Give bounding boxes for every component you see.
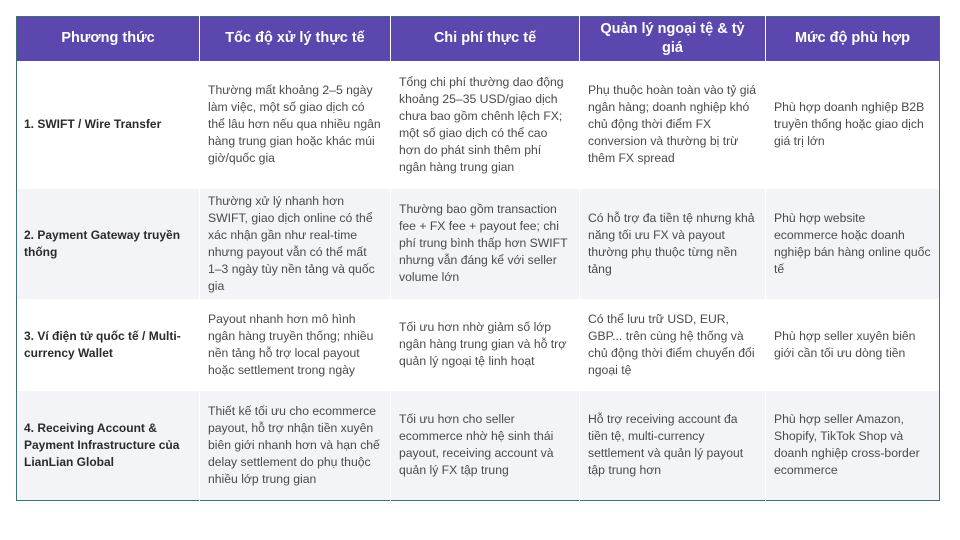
- header-row: [17, 17, 940, 61]
- table-body: [17, 61, 940, 501]
- header-speed: Tốc độ xử lý thực tế: [200, 17, 391, 61]
- cell-fx: Có thể lưu trữ USD, EUR, GBP... trên cùng hệ thống và chủ động thời điểm chuyển đổi ngoại tệ: [580, 299, 766, 391]
- table-header: [17, 17, 940, 61]
- cell-speed: Thiết kế tối ưu cho ecommerce payout, hỗ trợ nhận tiền xuyên biên giới nhanh hơn và hạn chế delay settlement do phụ thuộc nhiều lớp trung gian: [200, 391, 391, 501]
- cell-method: 1. SWIFT / Wire Transfer: [17, 61, 200, 189]
- header-fit: Mức độ phù hợp: [766, 17, 940, 61]
- cell-speed: Thường xử lý nhanh hơn SWIFT, giao dịch online có thể xác nhận gần như real-time nhưng payout vẫn có thể mất 1–3 ngày tùy nền tảng và quốc gia: [200, 189, 391, 299]
- cell-fit: Phù hợp website ecommerce hoặc doanh nghiệp bán hàng online quốc tế: [774, 210, 931, 276]
- table-row: [17, 189, 940, 299]
- comparison-table: [16, 16, 940, 501]
- cell-speed: Thường mất khoảng 2–5 ngày làm việc, một số giao dịch có thể lâu hơn nếu qua nhiều ngân hàng trung gian hoặc khác múi giờ/quốc gia: [200, 61, 391, 189]
- cell-method: 3. Ví điện tử quốc tế / Multi-currency Wallet: [17, 299, 200, 391]
- cell-cost: Tối ưu hơn cho seller ecommerce nhờ hệ sinh thái payout, receiving account và quản lý FX tập trung: [391, 391, 580, 501]
- cell-fit: Phù hợp seller xuyên biên giới cần tối ưu dòng tiền: [774, 328, 916, 360]
- cell-fx: Có hỗ trợ đa tiền tệ nhưng khả năng tối ưu FX và payout thường phụ thuộc từng nền tảng: [580, 189, 766, 299]
- cell-fx: Hỗ trợ receiving account đa tiền tệ, multi-currency settlement và quản lý payout tập trung hơn: [580, 391, 766, 501]
- table-row: [17, 391, 940, 501]
- cell-fit: Phù hợp seller Amazon, Shopify, TikTok Shop và doanh nghiệp cross-border ecommerce: [774, 412, 920, 478]
- cell-fit: Phù hợp doanh nghiệp B2B truyền thống hoặc giao dịch giá trị lớn: [774, 100, 925, 148]
- cell-speed: Payout nhanh hơn mô hình ngân hàng truyền thống; nhiều nền tảng hỗ trợ local payout hoặc settlement trong ngày: [200, 299, 391, 391]
- cell-fx: Phụ thuộc hoàn toàn vào tỷ giá ngân hàng; doanh nghiệp khó chủ động thời điểm FX conversion và thường bị trừ thêm FX spread: [580, 61, 766, 189]
- cell-cost: Tối ưu hơn nhờ giảm số lớp ngân hàng trung gian và hỗ trợ quản lý ngoại tệ linh hoạt: [391, 299, 580, 391]
- header-fx: Quản lý ngoại tệ & tỷ giá: [580, 17, 766, 61]
- cell-method: 4. Receiving Account & Payment Infrastructure của LianLian Global: [17, 391, 200, 501]
- cell-cost: Tổng chi phí thường dao động khoảng 25–35 USD/giao dịch chưa bao gồm chênh lệch FX; một số giao dịch có thể cao hơn do phát sinh thêm phí ngân hàng trung gian: [391, 61, 580, 189]
- header-method: Phương thức: [17, 17, 200, 61]
- table-row: [17, 299, 940, 391]
- header-cost: Chi phí thực tế: [391, 17, 580, 61]
- cell-method: 2. Payment Gateway truyền thống: [17, 189, 200, 299]
- cell-cost: Thường bao gồm transaction fee + FX fee + payout fee; chi phí trung bình thấp hơn SWIFT nhưng vẫn đáng kể với seller volume lớn: [391, 189, 580, 299]
- table-row: [17, 61, 940, 189]
